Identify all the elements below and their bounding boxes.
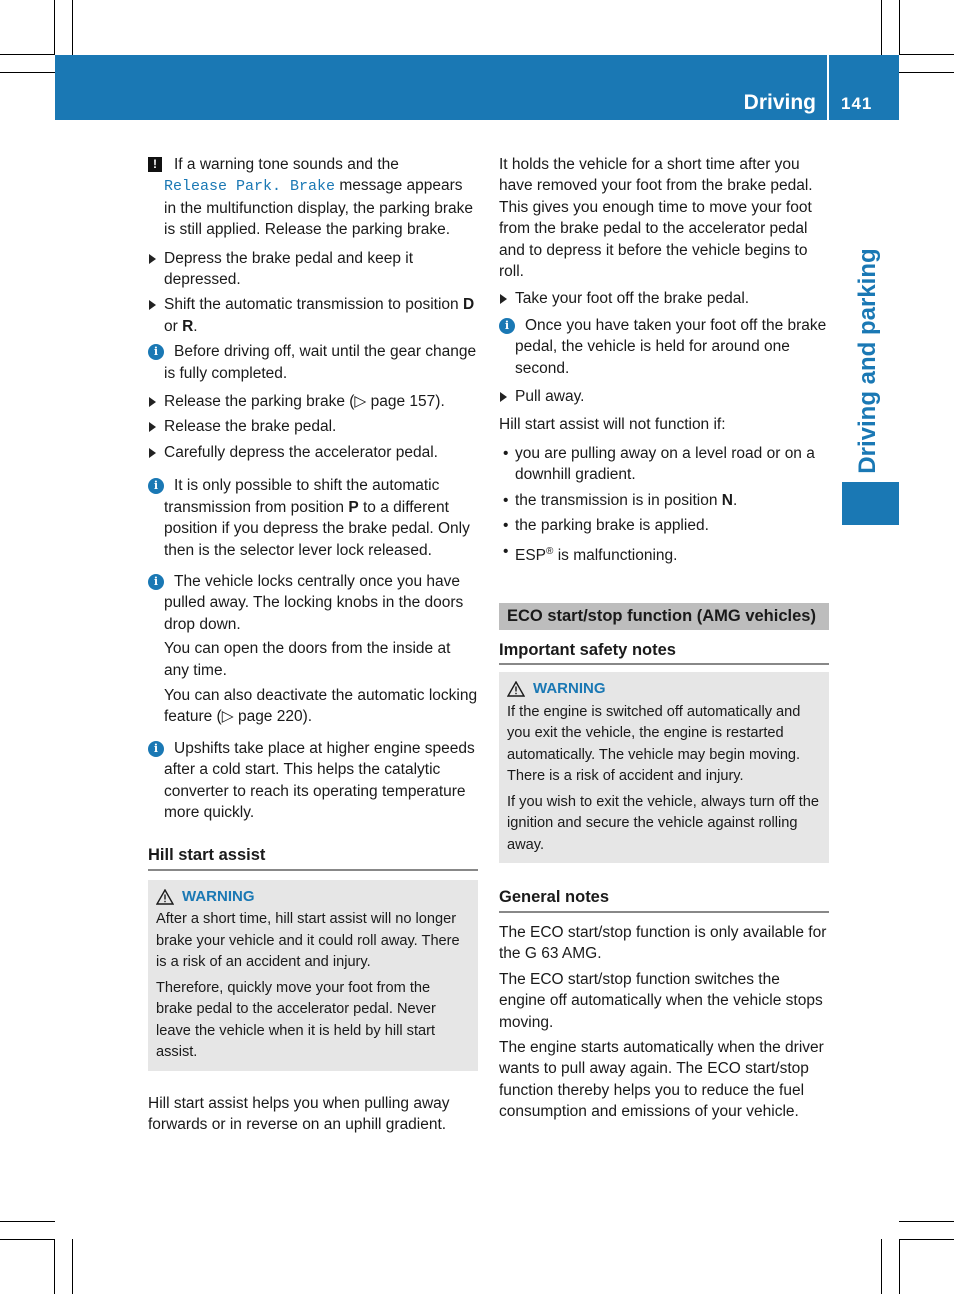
chapter-label-text: Driving and parking — [854, 248, 881, 474]
warning-text: If you wish to exit the vehicle, always turn off the ignition and secure the vehicle against rolling away. — [507, 793, 820, 853]
body-paragraph: The ECO start/stop function switches the engine off automatically when the vehicle stops moving. — [499, 970, 823, 1031]
chapter-side-label — [855, 250, 881, 472]
body-paragraph: Hill start assist helps you when pulling away forwards or in reverse on an uphill gradient. — [148, 1094, 450, 1134]
crop-mark — [0, 54, 55, 55]
bullet-item — [499, 515, 829, 536]
warning-header — [507, 678, 821, 700]
step-text: Release the brake pedal. — [164, 418, 337, 436]
warning-label: WARNING — [182, 887, 255, 905]
warning-box — [148, 880, 478, 1071]
bullet-item — [499, 541, 829, 567]
step-text: Shift the automatic transmission to position — [164, 296, 463, 314]
step-text: Carefully depress the accelerator pedal. — [164, 443, 438, 461]
step-item — [148, 416, 478, 437]
info-icon: i — [148, 478, 164, 494]
bullet-item — [499, 490, 829, 511]
crop-mark — [881, 0, 882, 55]
step-item — [148, 391, 478, 412]
chapter-thumb-tab — [842, 482, 899, 525]
step-item — [148, 442, 478, 463]
crop-mark — [899, 1221, 954, 1222]
crop-mark — [0, 1221, 55, 1222]
warning-note — [148, 154, 478, 241]
crop-mark — [0, 72, 55, 73]
warning-text: If the engine is switched off automatically and you exit the vehicle, the engine is restarted automatically. The vehicle may begin moving. There is a risk of accident and injury. — [507, 703, 801, 785]
right-column — [499, 154, 829, 1127]
subsection-heading: Important safety notes — [499, 640, 829, 665]
exclamation-icon: ! — [148, 157, 162, 172]
subsection-heading: Hill start assist — [148, 845, 478, 870]
bullet-text: ESP — [515, 546, 547, 564]
crop-mark — [899, 1239, 954, 1240]
bullet-item — [499, 443, 829, 486]
crop-mark — [0, 1239, 55, 1240]
bullet-text: you are pulling away on a level road or on a downhill gradient. — [515, 444, 815, 484]
warning-box — [499, 672, 829, 863]
note-text: The vehicle locks centrally once you have pulled away. The locking knobs in the doors drop down. — [164, 572, 464, 633]
info-icon: i — [148, 574, 164, 590]
body-paragraph: The ECO start/stop function is only available for the G 63 AMG. — [499, 923, 827, 963]
registered-mark: ® — [546, 545, 554, 557]
note-text: If a warning tone sounds and the — [174, 156, 399, 173]
note-paragraph: You can open the doors from the inside at any time. — [164, 640, 451, 679]
warning-text: Therefore, quickly move your foot from the brake pedal to the accelerator pedal. Never leave the vehicle when it is held by hill start assist. — [156, 979, 436, 1061]
bullet-dot: • — [503, 491, 509, 509]
note-paragraph: You can also deactivate the automatic locking feature (▷ page 220). — [164, 686, 478, 726]
info-note — [148, 475, 478, 561]
note-text: message appears in the multifunction display, the parking brake is still applied. Release the parking brake. — [164, 177, 474, 239]
gear-position: P — [348, 498, 359, 516]
note-text: Before driving off, wait until the gear change is fully completed. — [164, 343, 477, 382]
crop-mark — [72, 0, 73, 55]
step-text: or — [164, 317, 183, 335]
crop-mark — [54, 0, 55, 55]
note-text: Upshifts take place at higher engine speeds after a cold start. This helps the catalytic converter to reach its operating temperature more quickly. — [164, 739, 475, 821]
left-column — [148, 154, 478, 1140]
header-divider — [827, 55, 829, 120]
step-arrow-icon — [500, 294, 507, 304]
step-item — [148, 294, 478, 337]
crop-mark — [899, 1239, 900, 1294]
info-icon: i — [499, 318, 515, 334]
bullet-text: . — [732, 491, 738, 509]
step-text: Pull away. — [515, 388, 585, 406]
page-number: 141 — [841, 94, 873, 113]
step-arrow-icon — [500, 392, 507, 402]
warning-triangle-icon — [156, 889, 174, 905]
info-note — [499, 315, 829, 379]
subsection-heading: General notes — [499, 887, 829, 912]
crop-mark — [54, 1239, 55, 1294]
step-text: Depress the brake pedal and keep it depressed. — [164, 249, 414, 289]
info-icon: i — [148, 741, 164, 757]
crop-mark — [899, 72, 954, 73]
section-title: Driving — [743, 91, 816, 114]
step-arrow-icon — [149, 422, 156, 432]
note-text: Once you have taken your foot off the brake pedal, the vehicle is held for around one second. — [515, 316, 827, 377]
warning-triangle-icon — [507, 681, 525, 697]
crop-mark — [899, 0, 900, 55]
bullet-dot: • — [503, 517, 509, 535]
step-item — [148, 248, 478, 291]
section-heading: ECO start/stop function (AMG vehicles) — [499, 603, 829, 630]
info-note — [148, 341, 478, 384]
warning-text: After a short time, hill start assist will no longer brake your vehicle and it could roll away. There is a risk of an accident and injury. — [156, 911, 460, 971]
crop-mark — [899, 54, 954, 55]
gear-position: R — [182, 317, 194, 335]
body-paragraph: It holds the vehicle for a short time after you have removed your foot from the brake pedal. This gives you enough time to move your foot from the brake pedal to the accelerator pedal and to depress it before the vehicle begins to roll. — [499, 156, 813, 281]
crop-mark — [881, 1239, 882, 1294]
step-arrow-icon — [149, 448, 156, 458]
step-text: . — [193, 317, 198, 335]
warning-label: WARNING — [533, 680, 606, 698]
note-text: It is only possible to shift the automatic transmission from position — [164, 477, 440, 516]
bullet-text: the transmission is in position — [515, 491, 722, 509]
step-arrow-icon — [149, 397, 156, 407]
body-paragraph: Hill start assist will not function if: — [499, 416, 726, 434]
info-note — [148, 571, 478, 635]
step-text: Release the parking brake (▷ page 157). — [164, 393, 445, 411]
page-header — [55, 55, 899, 120]
bullet-text: the parking brake is applied. — [515, 517, 709, 535]
step-item — [499, 288, 829, 309]
step-item — [499, 386, 829, 407]
info-note — [148, 738, 478, 824]
warning-header — [156, 886, 470, 908]
step-arrow-icon — [149, 254, 156, 264]
step-arrow-icon — [149, 300, 156, 310]
crop-mark — [72, 1239, 73, 1294]
gear-position: D — [462, 296, 475, 314]
gear-position: N — [721, 491, 733, 509]
bullet-dot: • — [503, 444, 509, 462]
display-message: Release Park. Brake — [164, 178, 336, 196]
bullet-text: is malfunctioning. — [553, 546, 678, 564]
note-text: to a different position if you depress the brake pedal. Only then is the selector lever lock released. — [164, 498, 470, 559]
info-icon: i — [148, 344, 164, 360]
body-paragraph: The engine starts automatically when the driver wants to pull away again. The ECO start/stop function thereby helps you to reduce the fuel consumption and emissions of your vehicle. — [499, 1038, 824, 1121]
bullet-dot: • — [503, 542, 509, 560]
step-text: Take your foot off the brake pedal. — [515, 290, 750, 308]
